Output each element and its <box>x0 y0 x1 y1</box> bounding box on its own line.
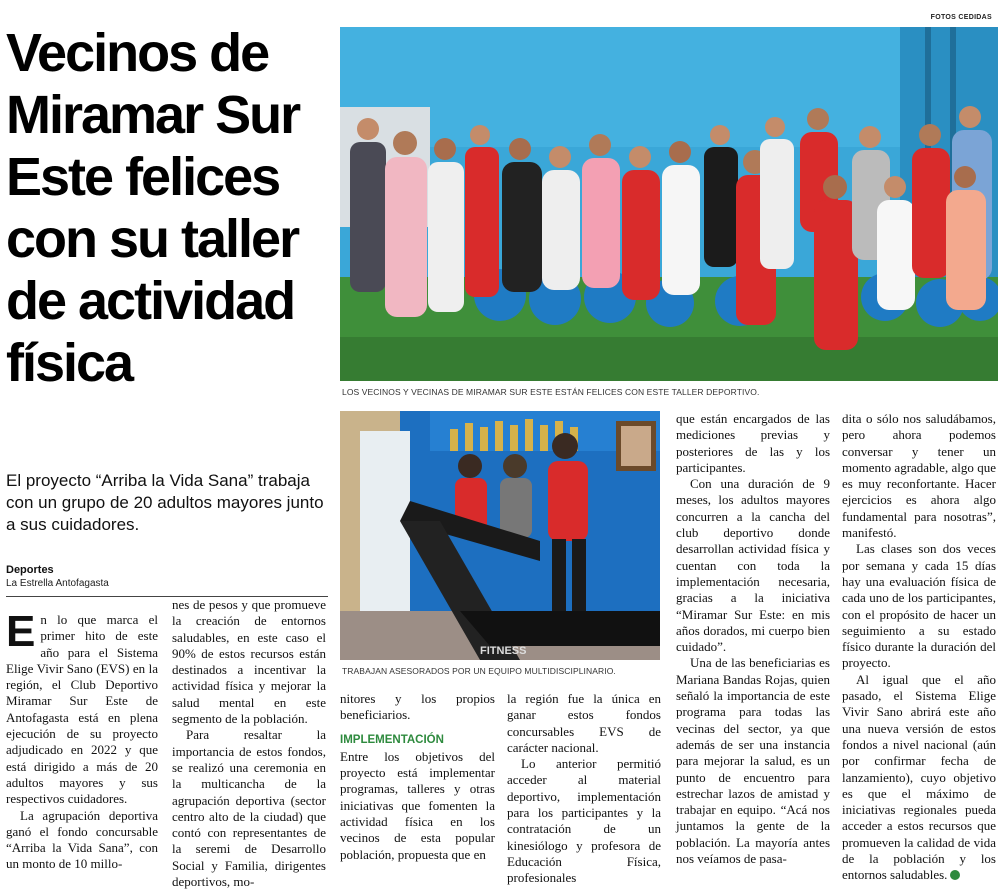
gym-photo-caption: TRABAJAN ASESORADOS POR UN EQUIPO MULTIDISCIPLINARIO. <box>342 666 616 676</box>
paragraph: Entre los objetivos del proyecto está implementar programas, talleres y otras iniciativas que fomenten la actividad física en los vecinos de esta popular población, propuesta que en <box>340 748 495 862</box>
paragraph: que están encargados de las mediciones previas y posteriores de las y los participantes. <box>676 411 830 475</box>
paragraph: Para resaltar la importancia de estos fondos, se realizó una ceremonia en la multicancha de la agrupación deportiva (sector centro alto de la ciudad) que contó con representantes de la seremi de Desarrollo Social y Familia, dirigentes deportivos, mo- <box>172 727 326 890</box>
body-column-4 <box>507 691 661 887</box>
paragraph: Las clases son dos veces por semana y cada 15 días hay una evaluación física de cada uno de los participantes, con el propósito de hacer un seguimiento a su estado físico durante la duración del proyecto. <box>842 541 996 671</box>
paragraph: nes de pesos y que promueve la creación de entornos saludables, en este caso el 90% de estos recursos están destinados a incentivar la actividad física y mejorar la salud mental en este segmento de la población. <box>172 597 326 727</box>
paragraph: la región fue la única en ganar estos fondos concursables EVS de carácter nacional. <box>507 691 661 755</box>
gym-photo <box>340 411 660 660</box>
paragraph: dita o sólo nos saludábamos, pero ahora podemos conversar y tener un momento agradable, algo que es muy reconfortante. Hacer ejercicios es ahora algo fundamental para nosotras”, manifestó. <box>842 411 996 541</box>
end-mark-icon <box>950 870 960 880</box>
section-label: Deportes <box>6 564 54 576</box>
subheadline: El proyecto “Arriba la Vida Sana” trabaja con un grupo de 20 adultos mayores junto a sus cuidadores. <box>6 471 324 534</box>
drop-cap: E <box>6 607 36 656</box>
group-photo <box>340 27 998 381</box>
body-column-5 <box>676 411 830 867</box>
paragraph: Con una duración de 9 meses, los adultos mayores concurren a la cancha del club deportivo donde desarrollan actividad física y cuentan con toda la implementación necesaria, gracias a la iniciativa “Miramar Sur Este: en mis años dorados, mi cuerpo bien cuidado”. <box>676 476 830 655</box>
group-photo-caption: LOS VECINOS Y VECINAS DE MIRAMAR SUR ESTE ESTÁN FELICES CON ESTE TALLER DEPORTIVO. <box>342 387 760 397</box>
photo-credit: FOTOS CEDIDAS <box>930 14 992 21</box>
headline: Vecinos de Miramar Sur Este felices con su taller de actividad física <box>6 23 300 393</box>
source-label: La Estrella Antofagasta <box>6 578 109 589</box>
body-column-3 <box>340 691 495 863</box>
paragraph: En lo que marca el primer hito de este año para el Sistema Elige Vivir Sano (EVS) en la región, el Club Deportivo Miramar Sur Este de Antofagasta está en plena ejecución de su proyecto adjudicado en 2022 y que está dirigido a más de 20 adultos mayores y sus respectivos cuidadores. <box>6 607 158 807</box>
paragraph: Al igual que el año pasado, el Sistema Elige Vivir Sano abrirá este año una nueva versión de estos fondos a nivel nacional (aún por confirmar fecha de lanzamiento), cuyo objetivo es que el máximo de iniciativas regionales pueda acceder a estos recursos que promueven la calidad de vida de la población y los entornos saludables. <box>842 671 996 883</box>
gym-sign: FITNESS <box>480 645 527 657</box>
group-photo-illustration <box>340 27 998 381</box>
body-column-1 <box>6 607 158 873</box>
body-column-2 <box>172 597 326 890</box>
paragraph: La agrupación deportiva ganó el fondo concursable “Arriba la Vida Sana”, con un monto de 10 millo- <box>6 807 158 872</box>
paragraph: Lo anterior permitió acceder al material deportivo, implementación para los participantes y la contratación de un kinesiólogo y profesora de Educación Física, profesionales <box>507 756 661 886</box>
gym-photo-illustration <box>340 411 660 660</box>
paragraph: nitores y los propios beneficiarios. <box>340 691 495 723</box>
body-column-6 <box>842 411 996 884</box>
paragraph: Una de las beneficiarias es Mariana Bandas Rojas, quien señaló la importancia de este programa para todas las vecinas del sector, ya que además de ser una instancia para mejorar la salud, es un punto de encuentro para estrechar lazos de amistad y trabajar en equipo. “Acá nos juntamos la gente de la población. La mayoría antes nos veíamos de pasa- <box>676 655 830 867</box>
subheading-implementacion: IMPLEMENTACIÓN <box>340 733 444 746</box>
